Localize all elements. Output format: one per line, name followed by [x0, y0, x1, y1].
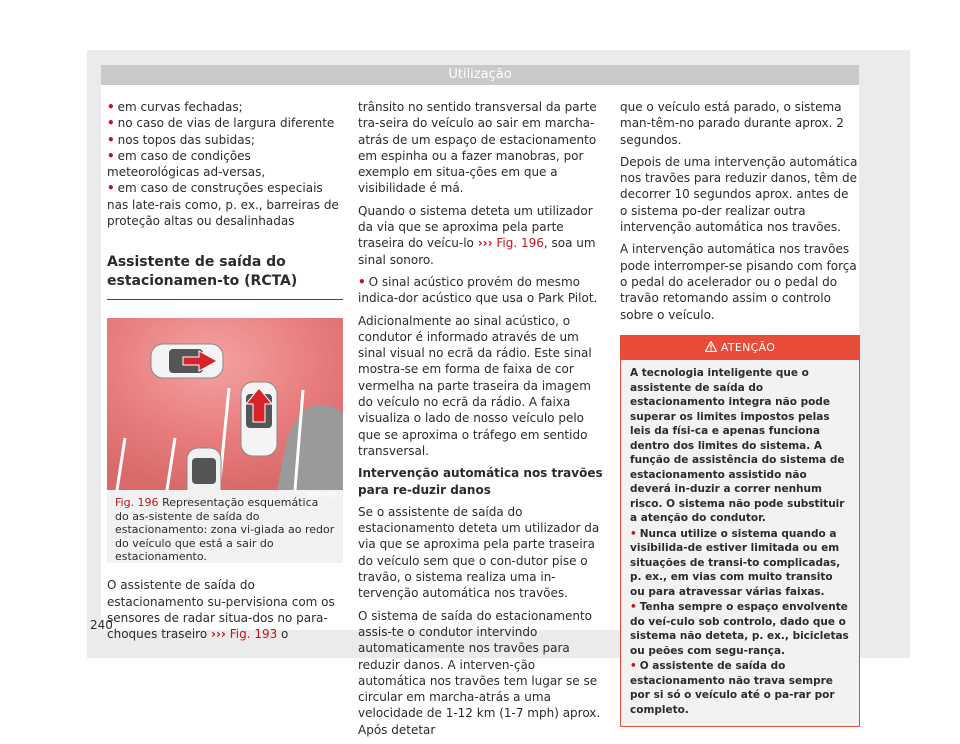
bullet-icon: •: [630, 527, 637, 540]
figure-link[interactable]: Fig. 193: [229, 627, 278, 642]
paragraph: que o veículo está parado, o sistema man-têm-no parado durante aprox. 2 segundos.: [620, 100, 844, 147]
bullet-icon: •: [107, 132, 115, 147]
paragraph: Se o assistente de saída do estacionamento deteta um utilizador da via que se aproxima pela parte traseira do veículo sem que o con-dutor pise o travão, o sistema realiza uma in-tervenção automática nos travões.: [358, 504, 600, 601]
list-item: • em curvas fechadas;: [107, 100, 243, 114]
column-2: [358, 99, 603, 744]
column-1: [107, 99, 343, 649]
bullet-icon: •: [107, 148, 115, 163]
list-item: • no caso de vias de largura diferente: [107, 116, 335, 131]
paragraph: Adicionalmente ao sinal acústico, o condutor é informado através de um sinal visual no ecrã da rádio. Este sinal mostra-se em forma de faixa de cor vermelha na parte traseira da imagem do veículo no ecrã da rádio. A faixa visualiza o lado de nosso veículo pelo que se aproxima o tráfego em sentido transversal.: [358, 313, 592, 458]
warning-box: [620, 335, 860, 727]
figure-link[interactable]: Fig. 196: [496, 236, 544, 251]
paragraph: O assistente de saída do estacionamento su-pervisiona com os sensores de radar situa-dos no para-choques traseiro ››› Fig. 193 o: [107, 578, 335, 642]
section-title: Assistente de saída do estacionamen-to (RCTA): [107, 253, 343, 300]
reference-arrows: ›››: [211, 627, 226, 642]
list-item: • Tenha sempre o espaço envolvente do veí-culo sob controlo, dado que o sistema não deteta, p. ex., bicicletas ou peões com segu-rança.: [630, 601, 849, 657]
bullet-icon: •: [630, 660, 637, 673]
list-item: • em caso de construções especiais nas late-rais como, p. ex., barreiras de proteção altas ou desalinhadas: [107, 181, 339, 229]
warning-intro: A tecnologia inteligente que o assistente de saída do estacionamento integra não pode superar os limites impostos pelas leis da físi-ca e apenas funciona dentro dos limites do sistema. A função de assistência do sistema de estacionamento assistido não deverá in-duzir a correr nenhum risco. O sistema não pode substituir a atenção do condutor.: [630, 367, 845, 525]
column-3: [620, 99, 858, 727]
list-item: • em caso de condições meteorológicas ad-versas,: [107, 148, 266, 180]
list-item: • O sinal acústico provém do mesmo indica-dor acústico que usa o Park Pilot.: [358, 274, 598, 306]
list-item: • Nunca utilize o sistema quando a visibilida-de estiver limitada ou em situações de transi-to complicadas, p. ex., em vias com muito transito ou para atravessar várias faixas.: [630, 527, 841, 598]
bullet-icon: •: [107, 181, 115, 196]
subheading: Intervenção automática nos travões para re-duzir danos: [358, 466, 603, 497]
page-header: Utilização: [101, 65, 859, 85]
paragraph: Depois de uma intervenção automática nos travões para reduzir danos, têm de decorrer 10 segundos aprox. antes de o sistema po-der realizar outra intervenção automática nos travões.: [620, 154, 858, 235]
bullet-icon: •: [107, 100, 115, 114]
parked-car: [187, 448, 221, 490]
paragraph: O sistema de saída do estacionamento assis-te o condutor intervindo automaticamente nos travões para reduzir danos. A interven-ção automática nos travões tem lugar se se circular em marcha-atrás a uma velocidade de 1-12 km (1-7 mph) aprox. Após detetar: [358, 608, 601, 737]
bullet-icon: •: [107, 116, 115, 131]
warning-body: [621, 360, 859, 726]
warning-triangle-icon: [705, 341, 717, 352]
warning-header: [621, 336, 859, 360]
bullet-icon: •: [630, 601, 637, 614]
reference-arrows: ›››: [477, 236, 493, 251]
page-number: 240: [90, 618, 113, 632]
figure-196: [107, 318, 343, 563]
bullet-icon: •: [358, 274, 366, 289]
warning-title: ATENÇÃO: [720, 340, 776, 354]
paragraph: Quando o sistema deteta um utilizador da via que se aproxima pela parte traseira do veícu-lo ››› Fig. 196, soa um sinal sonoro.: [358, 203, 596, 267]
figure-label: Fig. 196: [115, 496, 159, 510]
list-item: • nos topos das subidas;: [107, 132, 255, 147]
list-item: • O assistente de saída do estacionamento não trava sempre por si só o veículo até o pa-rar por completo.: [630, 660, 835, 716]
paragraph: A intervenção automática nos travões pode interromper-se pisando com força o pedal do acelerador ou o pedal do travão retomando assim o controlo sobre o veículo.: [620, 242, 857, 322]
figure-code: B7V-0873: [307, 492, 337, 500]
parking-diagram: [107, 318, 343, 490]
figure-caption: Fig. 196 Representação esquemática do as-sistente de saída do estacionamento: zona vi-giada ao redor do veículo que está a sair do estacionamento.: [115, 496, 335, 564]
paragraph: trânsito no sentido transversal da parte tra-seira do veículo ao sair em marcha-atrás de um espaço de estacionamento em espinha ou a fazer manobras, por exemplo em situa-ções em que a visibilidade é má.: [358, 100, 597, 196]
